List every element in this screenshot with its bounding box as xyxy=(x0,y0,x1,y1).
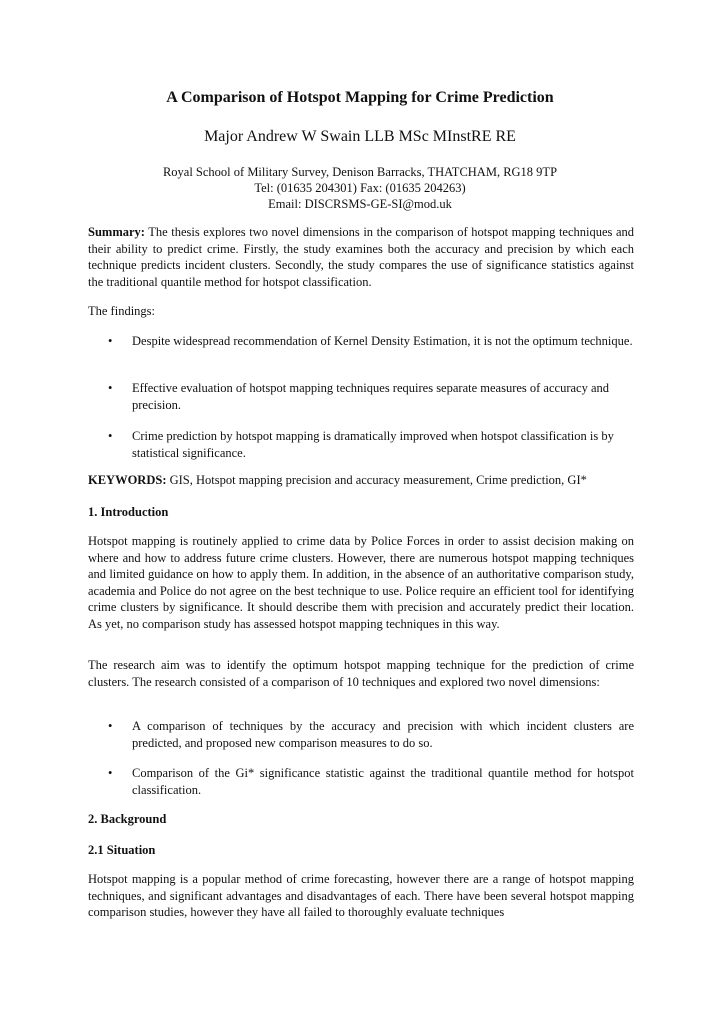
dimension-item xyxy=(108,718,634,751)
author-line: Major Andrew W Swain LLB MSc MInstRE RE xyxy=(204,128,516,145)
summary-label: Summary: xyxy=(88,225,145,239)
finding-item xyxy=(108,380,634,413)
summary-text: The thesis explores two novel dimensions in the comparison of hotspot mapping techniques and their ability to predict crime. Firstly, the study examines both the accuracy and precision by which each technique predicts incident clusters. Secondly, the study compares the use of significance statistics against the traditional quantile method for hotspot classification. xyxy=(88,225,634,289)
intro-paragraph: Hotspot mapping is routinely applied to crime data by Police Forces in order to assist decision making on where and how to address future crime clusters. However, there are numerous hotspot mapping techniques and limited guidance on how to apply them. In addition, in the absence of an authoritative comparison study, academia and Police do not agree on the best technique to use. Police require an efficient tool for identifying crime clusters by significance. It should describe them with precision and accurately predict their location. As yet, no comparison study has assessed hotspot mapping techniques in this way. xyxy=(88,534,634,631)
paper-title: A Comparison of Hotspot Mapping for Crime Prediction xyxy=(166,89,554,106)
research-aim-paragraph: The research aim was to identify the optimum hotspot mapping technique for the prediction of crime clusters. The research consisted of a comparison of 10 techniques and explored two novel dimensions: xyxy=(88,658,634,689)
finding-item xyxy=(108,333,634,350)
keywords-text: GIS, Hotspot mapping precision and accuracy measurement, Crime prediction, GI* xyxy=(166,473,587,487)
affiliation-block xyxy=(0,164,720,212)
bullet-icon: • xyxy=(108,719,113,733)
dimension-text: Comparison of the Gi* significance statistic against the traditional quantile method for hotspot classification. xyxy=(132,766,634,797)
finding-text: Crime prediction by hotspot mapping is dramatically improved when hotspot classification is by statistical significance. xyxy=(132,429,614,460)
dimension-item xyxy=(108,765,634,798)
subsection-heading: 2.1 Situation xyxy=(88,843,156,857)
section-heading: 2. Background xyxy=(88,812,167,826)
affiliation-phone: Tel: (01635 204301) Fax: (01635 204263) xyxy=(254,181,466,195)
bullet-icon: • xyxy=(108,429,113,443)
affiliation-email: Email: DISCRSMS-GE-SI@mod.uk xyxy=(268,197,452,211)
keywords-label: KEYWORDS: xyxy=(88,473,167,487)
finding-text: Effective evaluation of hotspot mapping techniques requires separate measures of accuracy and precision. xyxy=(132,381,610,412)
bullet-icon: • xyxy=(108,766,113,780)
bullet-icon: • xyxy=(108,334,113,348)
findings-intro: The findings: xyxy=(88,304,156,318)
affiliation-address: Royal School of Military Survey, Denison Barracks, THATCHAM, RG18 9TP xyxy=(162,165,558,179)
bullet-icon: • xyxy=(108,381,113,395)
summary-paragraph xyxy=(88,224,634,290)
dimension-text: A comparison of techniques by the accuracy and precision with which incident clusters are predicted, and proposed new comparison measures to do so. xyxy=(132,719,634,750)
finding-item xyxy=(108,428,634,461)
keywords-line xyxy=(88,472,634,489)
finding-text: Despite widespread recommendation of Kernel Density Estimation, it is not the optimum technique. xyxy=(132,334,633,348)
section-heading: 1. Introduction xyxy=(88,505,169,519)
situation-paragraph: Hotspot mapping is a popular method of crime forecasting, however there are a range of hotspot mapping techniques, and significant advantages and disadvantages of each. There have been several hotspot mapping comparison studies, however they have all failed to thoroughly evaluate techniques xyxy=(88,872,634,919)
